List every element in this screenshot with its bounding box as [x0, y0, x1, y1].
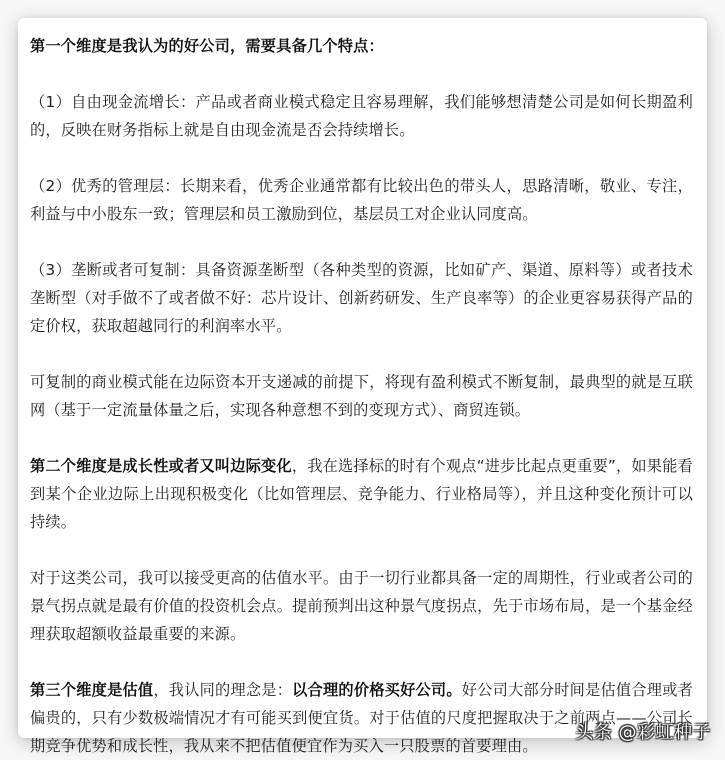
paragraph-dimension-1-heading [30, 32, 693, 60]
paragraph-text: 好公司大部分时间是估值合理或者偏贵的，只有少数极端情况才有可能买到便宜货。对于估值的尺度把握取决于之前两点——公司长期竞争优势和成长性，我从来不把估值便宜作为买入一只股票的首要理由。 [30, 681, 693, 755]
watermark: 头条 @彩虹种子 [575, 722, 711, 743]
bold-emphasis: 以合理的价格买好公司。 [292, 681, 462, 699]
paragraph-dimension-2 [30, 452, 693, 536]
paragraph-free-cash-flow: （1）自由现金流增长：产品或者商业模式稳定且容易理解，我们能够想清楚公司是如何长期盈利的，反映在财务指标上就是自由现金流是否会持续增长。 [30, 93, 693, 139]
paragraph-replicable-model: 可复制的商业模式能在边际资本开支递减的前提下，将现有盈利模式不断复制，最典型的就是互联网（基于一定流量体量之后，实现各种意想不到的变现方式）、商贸连锁。 [30, 373, 693, 419]
bold-heading: 第二个维度是成长性或者又叫边际变化 [30, 457, 292, 475]
bold-heading: 第三个维度是估值 [30, 681, 154, 699]
paragraph-text: ，我在选择标的时有个观点“进步比起点更重要”，如果能看到某个企业边际上出现积极变化（比如管理层、竞争能力、行业格局等），并且这种变化预计可以持续。 [30, 457, 694, 531]
paragraph-monopoly: （3）垄断或者可复制：具备资源垄断型（各种类型的资源，比如矿产、渠道、原料等）或者技术垄断型（对手做不了或者做不好：芯片设计、创新药研发、生产良率等）的企业更容易获得产品的定价权，获取超越同行的利润率水平。 [30, 261, 693, 335]
bold-heading: 第一个维度是我认为的好公司，需要具备几个特点： [30, 37, 384, 55]
paragraph-valuation-level: 对于这类公司，我可以接受更高的估值水平。由于一切行业都具备一定的周期性，行业或者公司的景气拐点就是最有价值的投资机会点。提前预判出这种景气度拐点，先于市场布局，是一个基金经理获取超额收益最重要的来源。 [30, 569, 693, 643]
article-card [18, 18, 707, 755]
paragraph-management: （2）优秀的管理层：长期来看，优秀企业通常都有比较出色的带头人，思路清晰，敬业、专注，利益与中小股东一致；管理层和员工激励到位，基层员工对企业认同度高。 [30, 177, 693, 223]
paragraph-text: ，我认同的理念是： [153, 681, 293, 699]
